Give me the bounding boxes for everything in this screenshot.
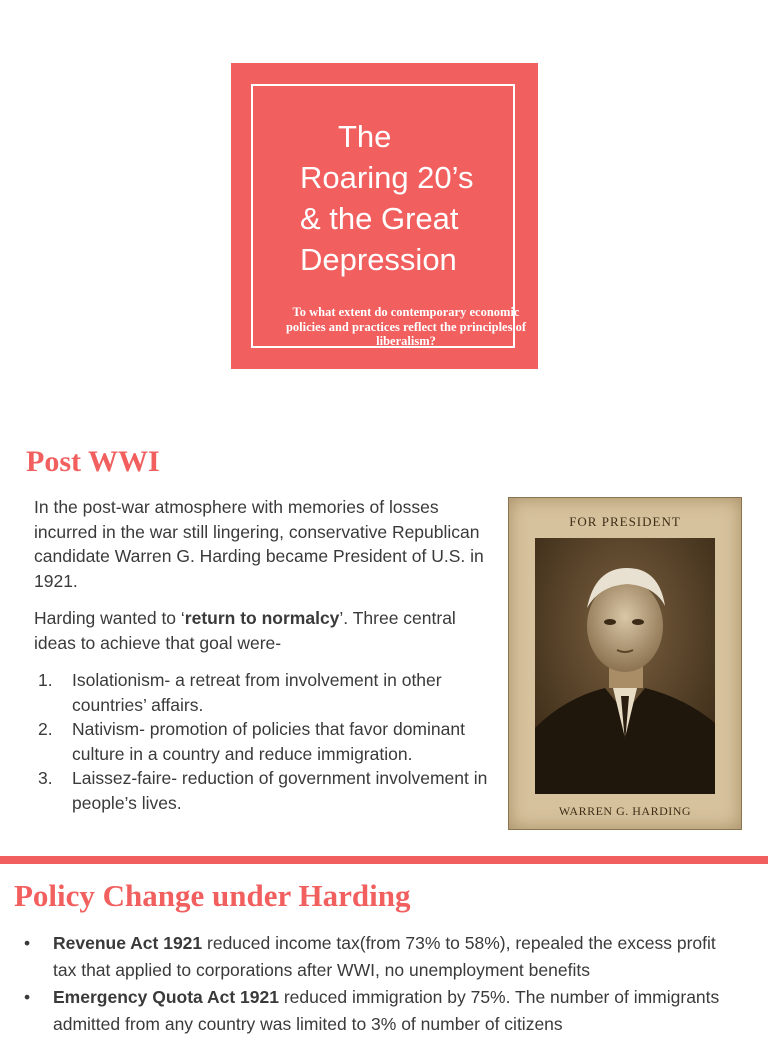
portrait-illustration <box>535 538 715 794</box>
bullet-icon: • <box>24 987 31 1007</box>
list-item <box>20 930 720 984</box>
post-wwi-body <box>34 495 494 815</box>
title-line: & the Great <box>300 201 459 236</box>
list-item-text: Laissez-faire- reduction of government involvement in people’s lives. <box>72 768 488 813</box>
paragraph <box>34 606 494 655</box>
section-divider <box>0 856 768 864</box>
document-subtitle: To what extent do contemporary economic policies and practices reflect the principles of liberalism? <box>285 305 526 348</box>
ideas-list <box>34 668 494 815</box>
section-heading-policy-change: Policy Change under Harding <box>14 878 411 913</box>
policy-name: Emergency Quota Act 1921 <box>53 987 279 1007</box>
list-item-text: Nativism- promotion of policies that favor dominant culture in a country and reduce immigration. <box>72 719 465 764</box>
list-item <box>34 668 494 717</box>
bullet-icon: • <box>24 933 31 953</box>
text-run: Harding wanted to ‘ <box>34 608 185 628</box>
list-number: 1. <box>38 670 53 690</box>
list-item <box>20 984 720 1038</box>
policy-description: reduced immigration by 75%. The number of immigrants admitted from any country was limited to 3% of number of citizens <box>53 987 720 1034</box>
poster-top-text: FOR PRESIDENT <box>569 514 681 529</box>
section-heading-post-wwi: Post WWI <box>26 445 160 478</box>
list-item-text: Isolationism- a retreat from involvement in other countries’ affairs. <box>72 670 442 715</box>
policy-description: reduced income tax(from 73% to 58%), repealed the excess profit tax that applied to corporations after WWI, no unemployment benefits <box>53 933 716 980</box>
document-title <box>300 116 530 280</box>
list-item <box>34 717 494 766</box>
title-line: Roaring 20’s <box>300 160 474 195</box>
list-number: 3. <box>38 768 53 788</box>
list-number: 2. <box>38 719 53 739</box>
policy-name: Revenue Act 1921 <box>53 933 203 953</box>
portrait-photo <box>535 538 715 794</box>
title-line: Depression <box>300 242 457 277</box>
title-frame <box>251 84 526 348</box>
bold-phrase: return to normalcy <box>184 608 340 628</box>
policy-list <box>20 930 720 1038</box>
text-run: ’. Three central ideas to achieve that goal were- <box>34 608 456 653</box>
list-item <box>34 766 494 815</box>
poster-bottom-text: WARREN G. HARDING <box>558 804 692 818</box>
title-line: The <box>338 119 392 154</box>
harding-campaign-poster <box>508 497 742 830</box>
title-card <box>231 63 538 369</box>
paragraph: In the post-war atmosphere with memories of losses incurred in the war still lingering, conservative Republican candidate Warren G. Harding became President of U.S. in 1921. <box>34 497 484 591</box>
